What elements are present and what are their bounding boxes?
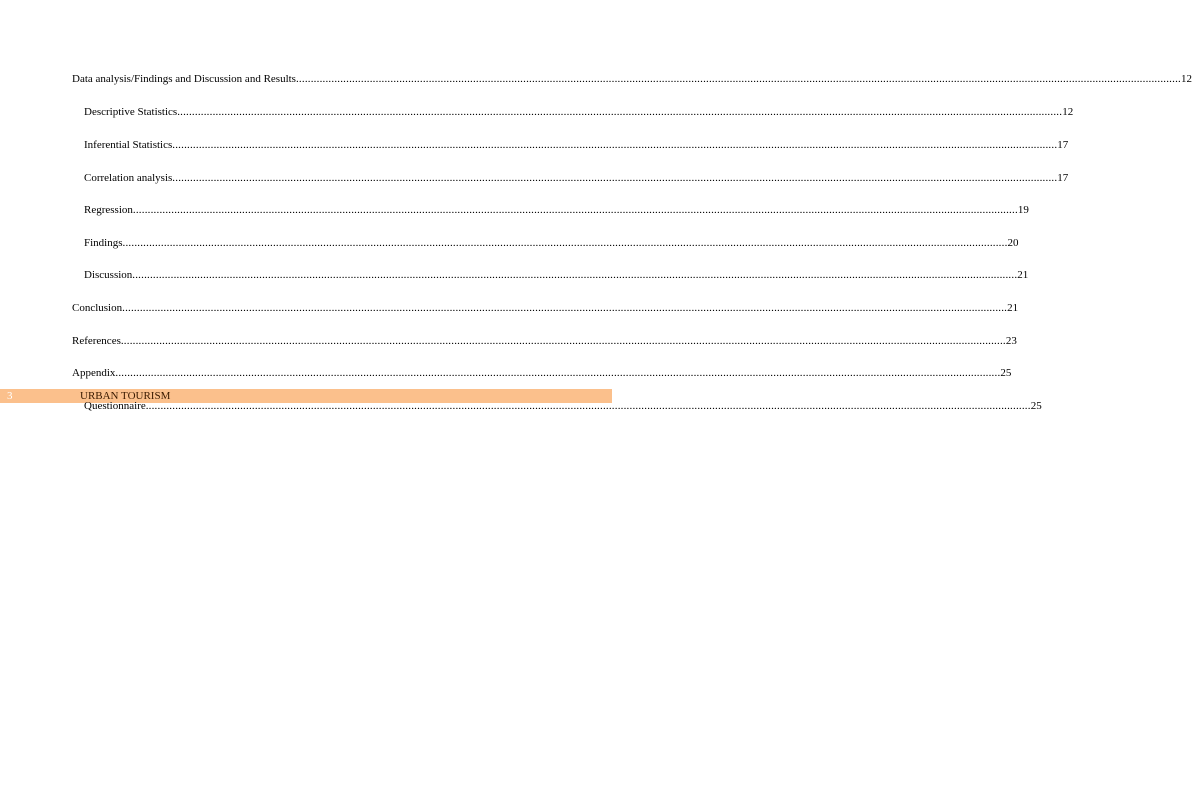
toc-entry-discussion[interactable] bbox=[84, 268, 1029, 282]
toc-entry-title: Questionnaire bbox=[84, 400, 146, 412]
toc-entry-regression[interactable] bbox=[84, 203, 1029, 217]
toc-dot-leader: ............................................................................................................................................................................................................................................................................................................ bbox=[115, 367, 1001, 379]
toc-entry-page: 23 bbox=[1005, 335, 1017, 347]
toc-entry-conclusion[interactable] bbox=[72, 301, 1019, 315]
toc-entry-title: Appendix bbox=[72, 367, 116, 379]
toc-entry-title: Correlation analysis bbox=[84, 172, 173, 184]
toc-entry-page: 25 bbox=[1000, 367, 1012, 379]
toc-entry-page: 21 bbox=[1017, 269, 1029, 281]
header-running-title: URBAN TOURISM bbox=[80, 390, 171, 402]
toc-entry-data-analysis[interactable] bbox=[72, 72, 1192, 86]
toc-entry-title: Descriptive Statistics bbox=[84, 106, 178, 118]
toc-entry-findings[interactable] bbox=[84, 236, 1019, 250]
toc-dot-leader: ............................................................................................................................................................................................................................................................................................................ bbox=[122, 302, 1008, 314]
toc-dot-leader: ............................................................................................................................................................................................................................................................................................................ bbox=[295, 73, 1181, 85]
toc-entry-page: 21 bbox=[1007, 302, 1019, 314]
toc-entry-page: 25 bbox=[1030, 400, 1042, 412]
toc-dot-leader: ............................................................................................................................................................................................................................................................................................................ bbox=[120, 335, 1006, 347]
toc-entry-page: 20 bbox=[1007, 237, 1019, 249]
toc-entry-page: 17 bbox=[1057, 172, 1069, 184]
toc-entry-references[interactable] bbox=[72, 334, 1017, 348]
toc-dot-leader: ............................................................................................................................................................................................................................................................................................................ bbox=[145, 400, 1031, 412]
toc-entry-title: Regression bbox=[84, 204, 133, 216]
toc-entry-title: Inferential Statistics bbox=[84, 139, 173, 151]
toc-dot-leader: ............................................................................................................................................................................................................................................................................................................ bbox=[122, 237, 1008, 249]
toc-dot-leader: ............................................................................................................................................................................................................................................................................................................ bbox=[177, 106, 1063, 118]
toc-entry-title: Findings bbox=[84, 237, 123, 249]
toc-entry-page: 19 bbox=[1017, 204, 1029, 216]
toc-entry-title: Conclusion bbox=[72, 302, 123, 314]
toc-entry-appendix[interactable] bbox=[72, 366, 1012, 380]
toc-entry-descriptive-statistics[interactable] bbox=[84, 105, 1074, 119]
toc-entry-title: References bbox=[72, 335, 121, 347]
toc-dot-leader: ............................................................................................................................................................................................................................................................................................................ bbox=[172, 139, 1058, 151]
toc-dot-leader: ............................................................................................................................................................................................................................................................................................................ bbox=[132, 269, 1018, 281]
toc-dot-leader: ............................................................................................................................................................................................................................................................................................................ bbox=[172, 172, 1058, 184]
header-page-number: 3 bbox=[7, 390, 13, 402]
toc-entry-page: 12 bbox=[1062, 106, 1074, 118]
toc-entry-title: Data analysis/Findings and Discussion and Results bbox=[72, 73, 296, 85]
toc-entry-correlation-analysis[interactable] bbox=[84, 171, 1069, 185]
toc-dot-leader: ............................................................................................................................................................................................................................................................................................................ bbox=[132, 204, 1018, 216]
toc-entry-title: Discussion bbox=[84, 269, 133, 281]
toc-entry-inferential-statistics[interactable] bbox=[84, 138, 1069, 152]
toc-entry-page: 12 bbox=[1180, 73, 1192, 85]
toc-entry-page: 17 bbox=[1057, 139, 1069, 151]
